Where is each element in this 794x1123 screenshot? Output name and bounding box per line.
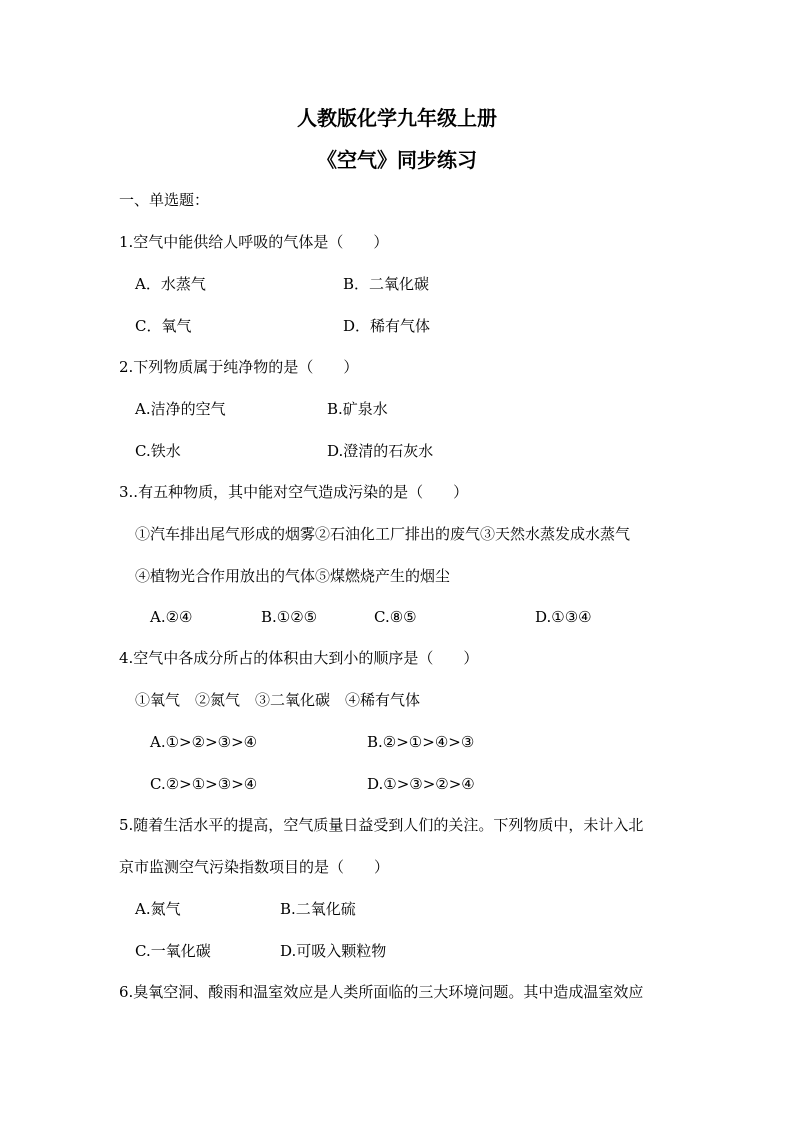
question-2-stem: 2.下列物质属于纯净物的是（ ） [119,358,359,376]
question-4-option-d: D.①>③>②>④ [367,775,475,793]
question-2-option-d: D.澄清的石灰水 [327,442,434,460]
question-1-option-c: C．氧气 [135,317,192,335]
question-3-line-2: ④植物光合作用放出的气体⑤煤燃烧产生的烟尘 [135,567,451,585]
question-4-stem: 4.空气中各成分所占的体积由大到小的顺序是（ ） [119,649,479,667]
document-title: 人教版化学九年级上册 [297,106,497,130]
question-5-option-d: D.可吸入颗粒物 [280,942,387,960]
question-3-stem: 3..有五种物质，其中能对空气造成污染的是（ ） [119,483,469,501]
question-6-stem: 6.臭氧空洞、酸雨和温室效应是人类所面临的三大环境问题。其中造成温室效应 [119,983,644,1001]
question-3-option-c: C.⑧⑤ [374,608,417,626]
question-5-option-a: A.氮气 [135,900,181,918]
question-5-option-b: B.二氧化硫 [280,900,356,918]
question-3-option-a: A.②④ [150,608,193,626]
document-subtitle: 《空气》同步练习 [317,148,477,172]
question-2-option-c: C.铁水 [135,442,181,460]
question-5-option-c: C.一氧化碳 [135,942,211,960]
question-3-option-b: B.①②⑤ [261,608,318,626]
question-1-option-d: D．稀有气体 [343,317,431,335]
question-2-option-a: A.洁净的空气 [135,400,226,418]
question-4-option-b: B.②>①>④>③ [367,733,475,751]
question-1-stem: 1.空气中能供给人呼吸的气体是（ ） [119,233,389,251]
question-3-line-1: ①汽车排出尾气形成的烟雾②石油化工厂排出的废气③天然水蒸发成水蒸气 [135,525,631,543]
question-5-line-1: 京市监测空气污染指数项目的是（ ） [119,858,390,876]
question-1-option-a: A．水蒸气 [135,275,206,293]
question-4-line-1: ①氧气 ②氮气 ③二氧化碳 ④稀有气体 [135,691,421,709]
question-1-option-b: B．二氧化碳 [343,275,430,293]
question-5-stem: 5.随着生活水平的提高，空气质量日益受到人们的关注。下列物质中，未计入北 [119,816,644,834]
question-4-option-c: C.②>①>③>④ [150,775,258,793]
section-heading: 一、单选题： [119,191,210,209]
question-3-option-d: D.①③④ [535,608,592,626]
question-4-option-a: A.①>②>③>④ [150,733,258,751]
question-2-option-b: B.矿泉水 [327,400,388,418]
